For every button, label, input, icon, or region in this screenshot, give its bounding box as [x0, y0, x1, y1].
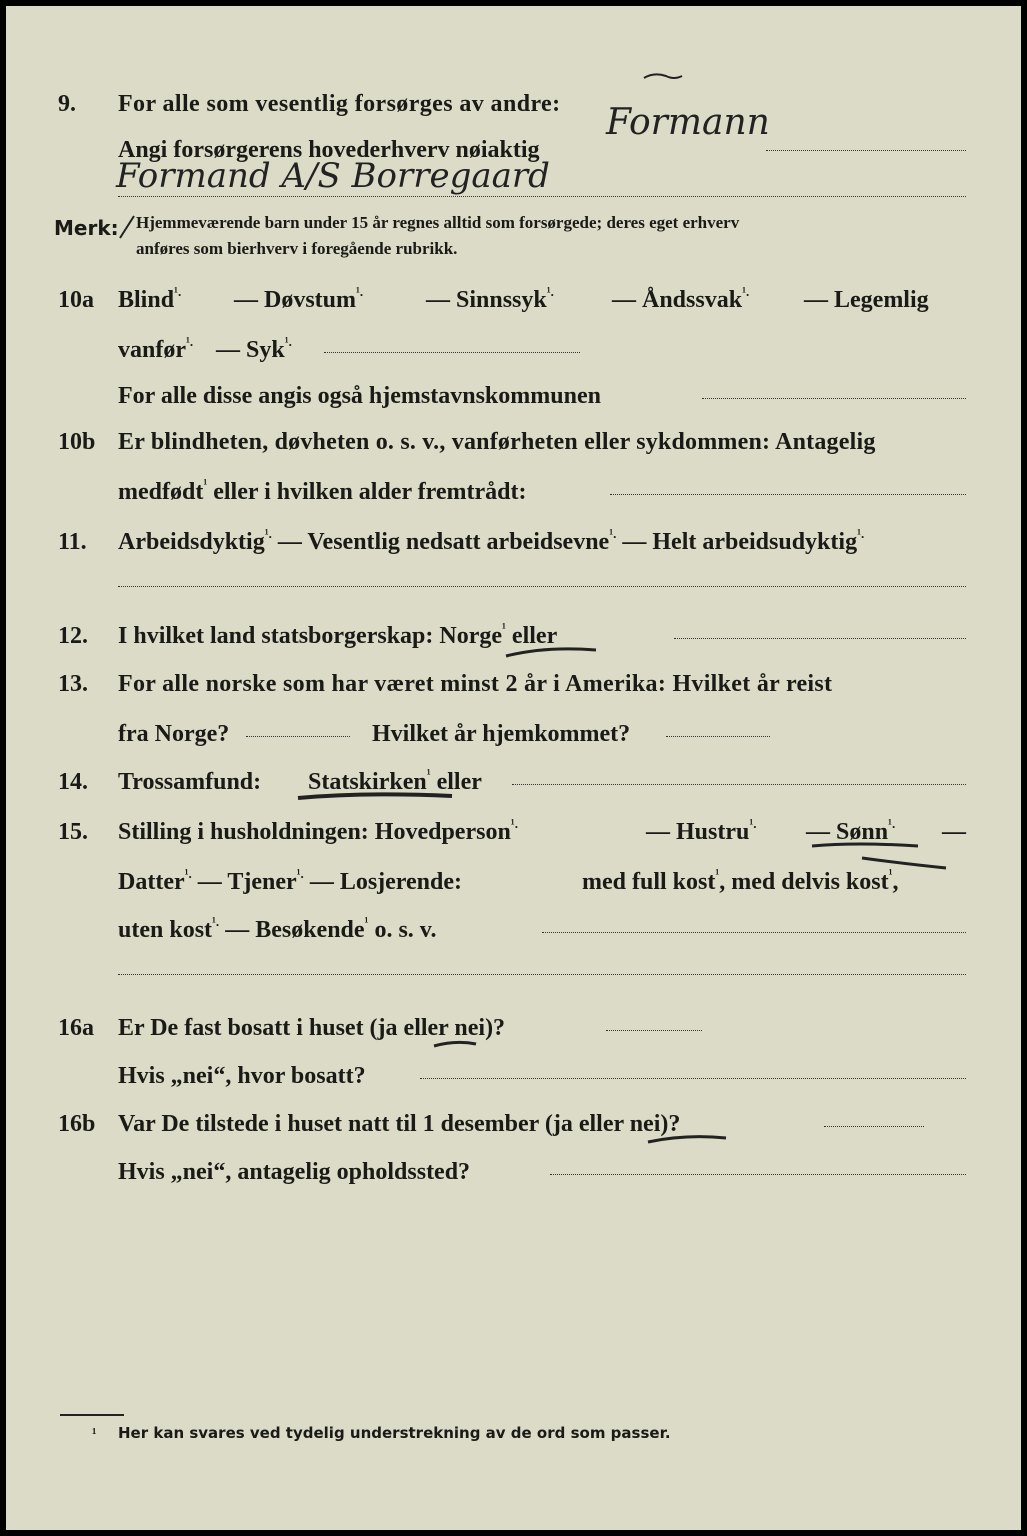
q14-number: 14. [58, 769, 88, 795]
footnote-mark: ¹ [92, 1426, 97, 1442]
q10a-sinnssyk: — Sinnssyk$^{^1.}$ [426, 284, 554, 313]
sonn-underline-mark [812, 844, 946, 868]
q9-line1: For alle som vesentlig forsørges av andre: [118, 91, 561, 117]
q15-line3: uten kost$^{^1.}$ — Besøkende$^{^1}$ o. s. v. [118, 914, 437, 943]
merk-line1: Hjemmeværende barn under 15 år regnes alltid som forsørgede; deres eget erhverv [136, 213, 740, 232]
q10a-legemlig: — Legemlig [804, 287, 929, 313]
q11-text: Arbeidsdyktig$^{^1.}$ — Vesentlig nedsatt arbeidsevne$^{^1.}$ — Helt arbeidsudyktig$^{^1.}$ [118, 526, 865, 555]
q9-tick-mark [644, 74, 682, 78]
q9-handwritten-employer: Formand A/S Borregaard [116, 156, 550, 196]
q10a-dovstum: — Døvstum$^{^1.}$ [234, 284, 364, 313]
q16a-number: 16a [58, 1015, 94, 1041]
q10a-line3: For alle disse angis også hjemstavnskommunen [118, 383, 601, 409]
q16a-line2: Hvis „nei“, hvor bosatt? [118, 1063, 366, 1089]
census-form-page [6, 6, 1021, 1530]
q16b-line2: Hvis „nei“, antagelig opholdssted? [118, 1159, 471, 1185]
q10a-andssvak: — Åndssvak$^{^1.}$ [612, 284, 750, 313]
q12-number: 12. [58, 623, 88, 649]
q15-line2: Datter$^{^1.}$ — Tjener$^{^1.}$ — Losjerende: [118, 866, 463, 895]
q10a-blind: Blind$^{^1.}$ [118, 284, 182, 313]
q16a-line1: Er De fast bosatt i huset (ja eller nei)? [118, 1015, 506, 1041]
q13-number: 13. [58, 671, 88, 697]
q15-dash: — [942, 819, 966, 845]
footnote-text: Her kan svares ved tydelig understrekning av de ord som passer. [118, 1424, 671, 1442]
q9-handwritten-occupation: Formann [606, 102, 770, 143]
ja-underline-16b-mark [648, 1137, 726, 1142]
q13-line1: For alle norske som har været minst 2 år i Amerika: Hvilket år reist [118, 671, 833, 697]
q10a-vanfor: vanfør$^{^1.}$ [118, 334, 194, 363]
q9-number: 9. [58, 91, 76, 117]
ink-marks [6, 6, 1021, 1530]
ja-underline-16a-mark [434, 1042, 476, 1046]
q15-hustru: — Hustru$^{^1.}$ [646, 816, 757, 845]
q14-statskirken: Statskirken$^{^1}$ eller [308, 766, 482, 795]
q10b-line1: Er blindheten, døvheten o. s. v., vanførheten eller sykdommen: Antagelig [118, 429, 876, 455]
q11-number: 11. [58, 529, 87, 555]
norge-underline-mark [506, 649, 596, 656]
q15-sonn: — Sønn$^{^1.}$ [806, 816, 896, 845]
q15-line1-a: Stilling i husholdningen: Hovedperson$^{^1.}$ [118, 816, 518, 845]
q16b-line1: Var De tilstede i huset natt til 1 desember (ja eller nei)? [118, 1111, 681, 1137]
q14-label: Trossamfund: [118, 769, 262, 795]
q15-number: 15. [58, 819, 88, 845]
q12-text: I hvilket land statsborgerskap: Norge$^{^1}$ eller [118, 620, 558, 649]
statskirken-underline-mark [298, 794, 452, 798]
merk-slash-mark [120, 216, 134, 238]
q10b-line2: medfødt$^{^1}$ eller i hvilken alder fremtrådt: [118, 476, 527, 505]
q13-hjemkommet: Hvilket år hjemkommet? [372, 721, 631, 747]
q10a-number: 10a [58, 287, 94, 313]
merk-label: Merk: [54, 216, 119, 240]
q10b-number: 10b [58, 429, 96, 455]
q13-fra-norge: fra Norge? [118, 721, 230, 747]
merk-line2: anføres som bierhverv i foregående rubrikk. [136, 239, 458, 258]
q10a-syk: — Syk$^{^1.}$ [216, 334, 292, 363]
q15-kost: med full kost$^{^1}$, med delvis kost$^{^1}$, [582, 866, 899, 895]
q16b-number: 16b [58, 1111, 96, 1137]
q9-line2: Angi forsørgerens hovederhverv nøiaktig [118, 137, 540, 163]
